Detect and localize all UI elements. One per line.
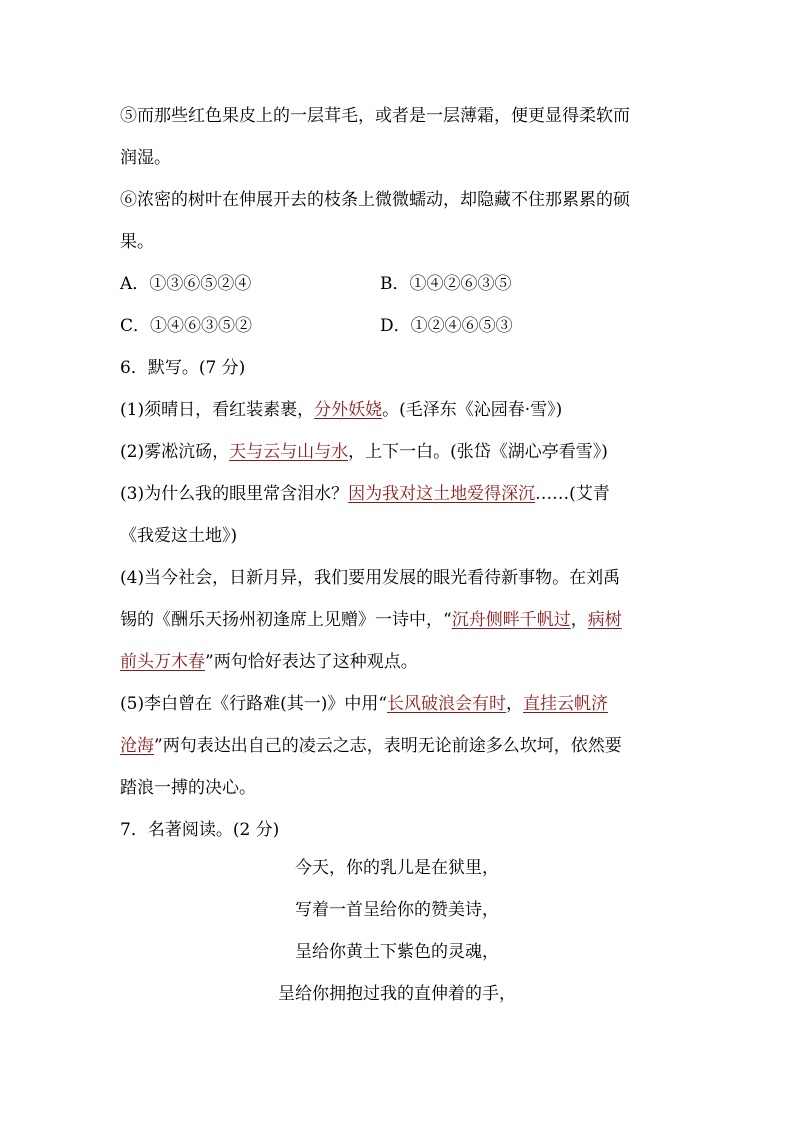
dictation-5-tail: ”两句表达出自己的凌云之志，表明无论前途多么坎坷，依然要 xyxy=(154,736,622,756)
sentence-5-line-2: 润湿。 xyxy=(120,148,171,168)
dictation-3-answer: 因为我对这土地爱得深沉 xyxy=(348,484,536,504)
dictation-3-source: ……(艾青 xyxy=(535,484,610,504)
dictation-5-line-3: 踏浪一搏的决心。 xyxy=(120,778,256,798)
question-7-heading: 7．名著阅读。(2 分) xyxy=(120,820,280,840)
dictation-4-answer-2-end: 前头万木春 xyxy=(120,652,205,672)
dictation-2-answer: 天与云与山与水 xyxy=(229,442,349,462)
sentence-6-line-1: ⑥浓密的树叶在伸展开去的枝条上微微蠕动，却隐藏不住那累累的硕 xyxy=(120,190,630,210)
dictation-3-line-2: 《我爱这土地》) xyxy=(120,526,238,546)
option-b: B．①④②⑥③⑤ xyxy=(380,274,512,294)
question-6-heading: 6．默写。(7 分) xyxy=(120,358,246,378)
dictation-1-answer: 分外妖娆 xyxy=(314,400,383,420)
dictation-4-prompt: 锡的《酬乐天扬州初逢席上见赠》一诗中，“ xyxy=(120,610,452,630)
option-a: A．①③⑥⑤②④ xyxy=(120,274,252,294)
sentence-6-line-2: 果。 xyxy=(120,232,154,252)
sentence-5-line-1: ⑤而那些红色果皮上的一层茸毛，或者是一层薄霜，便更显得柔软而 xyxy=(120,106,630,126)
dictation-4-separator: ， xyxy=(570,610,588,630)
option-c: C．①④⑥③⑤② xyxy=(120,316,253,336)
poem-line-4: 呈给你拥抱过我的直伸着的手， xyxy=(278,984,516,1004)
dictation-1 xyxy=(120,398,680,422)
dictation-2-prompt: (2)雾凇沆砀， xyxy=(120,442,230,462)
dictation-4-line-3 xyxy=(120,650,680,674)
dictation-5-line-1 xyxy=(120,692,680,716)
dictation-4-line-1: (4)当今社会，日新月异，我们要用发展的眼光看待新事物。在刘禹 xyxy=(120,568,621,588)
dictation-3 xyxy=(120,482,680,506)
dictation-1-source: 。(毛泽东《沁园春·雪》) xyxy=(382,400,563,420)
dictation-3-prompt: (3)为什么我的眼里常含泪水？ xyxy=(120,484,349,504)
dictation-5-answer-2-end: 沧海 xyxy=(120,736,154,756)
dictation-4-answer-1: 沉舟侧畔千帆过 xyxy=(451,610,571,630)
dictation-5-answer-2-start: 直挂云帆济 xyxy=(523,694,609,714)
dictation-5-line-2 xyxy=(120,734,680,758)
poem-line-2: 写着一首呈给你的赞美诗， xyxy=(295,900,499,920)
dictation-1-prompt: (1)须晴日，看红装素裹， xyxy=(120,400,315,420)
dictation-5-answer-1: 长风破浪会有时 xyxy=(387,694,507,714)
dictation-2-source: ，上下一白。(张岱《湖心亭看雪》) xyxy=(348,442,608,462)
dictation-4-line-2 xyxy=(120,608,680,632)
dictation-4-answer-2-start: 病树 xyxy=(587,610,622,630)
dictation-5-prompt: (5)李白曾在《行路难(其一)》中用“ xyxy=(120,694,388,714)
poem-line-1: 今天，你的乳儿是在狱里， xyxy=(295,858,499,878)
option-d: D．①②④⑥⑤③ xyxy=(380,316,513,336)
dictation-4-tail: ”两句恰好表达了这种观点。 xyxy=(205,652,418,672)
dictation-2 xyxy=(120,440,680,464)
dictation-5-separator: ， xyxy=(506,694,524,714)
poem-line-3: 呈给你黄土下紫色的灵魂， xyxy=(295,942,499,962)
